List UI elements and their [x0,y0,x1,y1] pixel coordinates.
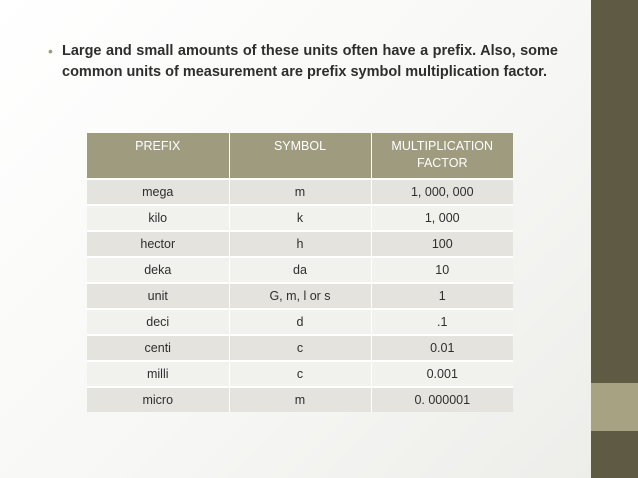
table-row [87,387,513,412]
prefix-cell: centi [87,335,229,361]
symbol-cell: da [229,257,371,283]
factor-cell: 10 [371,257,513,283]
factor-cell: 0.001 [371,361,513,387]
table-row [87,335,513,361]
factor-cell: 1, 000, 000 [371,179,513,205]
bullet-paragraph [48,41,558,83]
prefix-cell: milli [87,361,229,387]
symbol-cell: d [229,309,371,335]
table-row [87,361,513,387]
header-prefix: PREFIX [87,133,229,179]
factor-cell: 1 [371,283,513,309]
prefix-cell: micro [87,387,229,412]
header-symbol: SYMBOL [229,133,371,179]
factor-cell: 0.01 [371,335,513,361]
prefix-cell: kilo [87,205,229,231]
prefix-table [87,133,513,412]
table-row [87,257,513,283]
prefix-cell: hector [87,231,229,257]
factor-cell: 1, 000 [371,205,513,231]
symbol-cell: m [229,387,371,412]
factor-cell: 0. 000001 [371,387,513,412]
table-row [87,205,513,231]
slide-side-accent [591,383,638,431]
prefix-cell: unit [87,283,229,309]
prefix-cell: mega [87,179,229,205]
prefix-cell: deci [87,309,229,335]
prefix-cell: deka [87,257,229,283]
symbol-cell: m [229,179,371,205]
table-row [87,231,513,257]
table-header-row [87,133,513,179]
table-row [87,309,513,335]
symbol-cell: k [229,205,371,231]
table-row [87,179,513,205]
factor-cell: 100 [371,231,513,257]
symbol-cell: G, m, l or s [229,283,371,309]
header-multiplication-factor: MULTIPLICATION FACTOR [371,133,513,179]
factor-cell: .1 [371,309,513,335]
symbol-cell: c [229,361,371,387]
table-row [87,283,513,309]
symbol-cell: h [229,231,371,257]
symbol-cell: c [229,335,371,361]
bullet-icon: • [48,43,53,59]
bullet-text: Large and small amounts of these units often have a prefix. Also, some common units of measurement are prefix symbol multiplication factor. [62,43,558,80]
